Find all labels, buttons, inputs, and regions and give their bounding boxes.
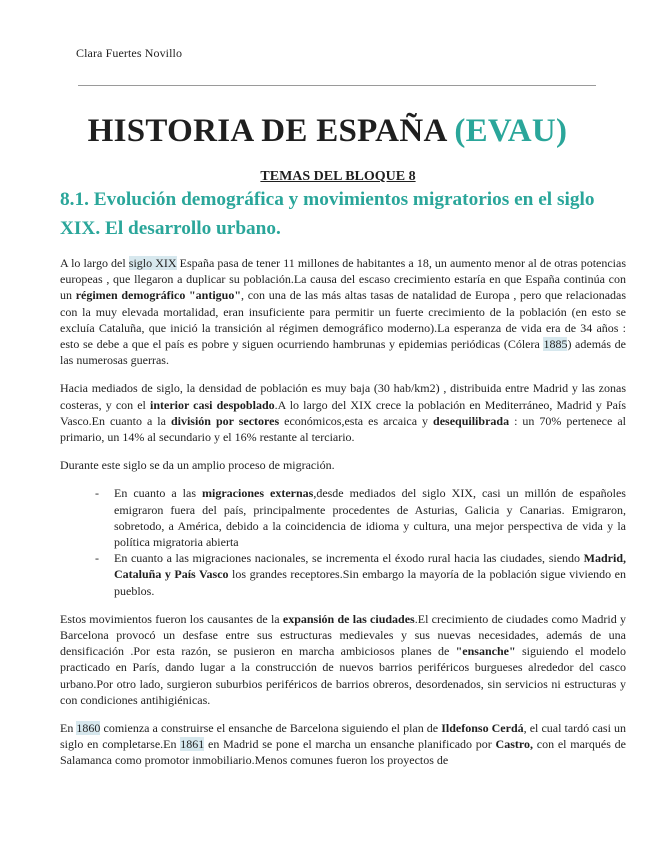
bold-term: migraciones externas bbox=[202, 486, 314, 501]
text-run: siguiendo el modelo practicado en París, dando lugar a la construcción de nuevos barrios periféricos burgueses alrededor del casco urbano.Por otro lado, surgieron suburbios periféricos de barrios obreros, desordenados, sin servicios ni estructuras y con condiciones antihigiénicas. bbox=[60, 644, 626, 707]
highlight-year: 1885 bbox=[543, 337, 568, 352]
highlight-year: 1860 bbox=[76, 721, 101, 736]
highlight-year: 1861 bbox=[180, 737, 205, 752]
text-run: los grandes receptores.Sin embargo la mayoría de la población sigue viviendo en pueblos. bbox=[114, 567, 626, 598]
text-run: España pasa de tener 11 millones de habitantes a 18, un aumento menor al de otras potencias europeas , que llegaron a duplicar su población.La causa del escaso crecimiento estaría en que España continúa con un bbox=[60, 256, 627, 303]
text-run: ,desde mediados del siglo XIX, casi un millón de españoles emigraron fuera del país, principalmente procedentes de Asturias, Galicia y Canarias. Emigraron, sobretodo, a América, debido a la coincidencia de idioma y cultura, una mejor perspectiva de vida y la política migratoria abierta bbox=[114, 486, 626, 550]
text-run: En cuanto a las bbox=[114, 486, 202, 501]
text-run: En bbox=[60, 721, 77, 736]
paragraph-urban-expansion bbox=[60, 611, 626, 708]
bold-term: interior casi despoblado bbox=[149, 397, 275, 412]
bold-term: Castro, bbox=[495, 737, 533, 752]
migration-list bbox=[60, 485, 626, 598]
text-run: comienza a construirse el ensanche de Barcelona siguiendo el plan de bbox=[100, 721, 442, 736]
header-rule bbox=[78, 85, 596, 86]
list-item bbox=[114, 550, 626, 599]
text-run: Estos movimientos fueron los causantes de la bbox=[60, 611, 283, 626]
block-subtitle: TEMAS DEL BLOQUE 8 bbox=[260, 169, 416, 184]
bold-term: desequilibrada bbox=[433, 413, 510, 428]
text-run: .A lo largo del XIX crece la población en Mediterráneo, Madrid y País Vasco.En cuanto a la bbox=[60, 397, 626, 428]
title-accent: (EVAU) bbox=[454, 113, 568, 149]
author-name: Clara Fuertes Novillo bbox=[76, 46, 183, 60]
bold-term: "ensanche" bbox=[455, 644, 516, 659]
text-run: .El crecimiento de ciudades como Madrid y Barcelona provocó un desfase entre sus estructuras medievales y sus nuevas necesidades, además de una densificación .Por esta razón, se pusieron en marcha ambiciosos planes de bbox=[60, 611, 626, 659]
title-main: HISTORIA DE ESPAÑA bbox=[87, 113, 455, 149]
bold-term: expansión de las ciudades bbox=[282, 611, 415, 626]
bold-term: división por sectores bbox=[170, 413, 280, 428]
page-title bbox=[0, 113, 655, 150]
section-heading: 8.1. Evolución demográfica y movimientos migratorios en el siglo XIX. El desarrollo urbano. bbox=[60, 189, 595, 239]
bold-term: Madrid, Cataluña y País Vasco bbox=[114, 551, 626, 582]
highlight-century: siglo XIX bbox=[128, 256, 177, 270]
paragraph-density bbox=[60, 380, 626, 445]
text-run: económicos,esta es arcaica y bbox=[279, 413, 434, 428]
text-run: A lo largo del bbox=[60, 256, 129, 270]
paragraph-migration-intro: Durante este siglo se da un amplio proceso de migración. bbox=[60, 458, 335, 473]
text-run: : un 70% pertenece al primario, un 14% al secundario y el 16% restante al terciario. bbox=[60, 413, 626, 445]
paragraph-ensanche bbox=[60, 720, 626, 769]
bold-term: régimen demográfico "antiguo" bbox=[75, 288, 242, 303]
text-run: Hacia mediados de siglo, la densidad de población es muy baja (30 hab/km2) , distribuida entre Madrid y las zonas costeras, y con el bbox=[60, 381, 626, 412]
document-body bbox=[60, 255, 626, 781]
text-run: en Madrid se pone el marcha un ensanche planificado por bbox=[204, 737, 496, 752]
text-run: , el cual tardó casi un siglo en completarse.En bbox=[60, 721, 626, 752]
text-run: En cuanto a las migraciones nacionales, se incrementa el éxodo rural hacia las ciudades, siendo bbox=[114, 551, 584, 566]
text-run: con el marqués de Salamanca como promotor inmobiliario.Menos comunes fueron los proyectos de bbox=[60, 737, 627, 768]
text-run: , con una de las más altas tasas de natalidad de Europa , pero que relacionadas con la muy elevada mortalidad, eran insuficiente para permitir un fuerte crecimiento de la población (en esto se excluía Cataluña, que inició la transición al régimen demográfico moderno).La esperanza de vida era de 34 años : esto se debe a que el país es pobre y siguen ocurriendo hambrunas y epidemias periódicas (Cólera bbox=[60, 288, 627, 352]
list-item bbox=[114, 485, 626, 550]
bold-term: Ildefonso Cerdá bbox=[441, 721, 524, 736]
paragraph-demography bbox=[60, 255, 626, 368]
text-run: ) además de las numerosas guerras. bbox=[60, 337, 626, 368]
